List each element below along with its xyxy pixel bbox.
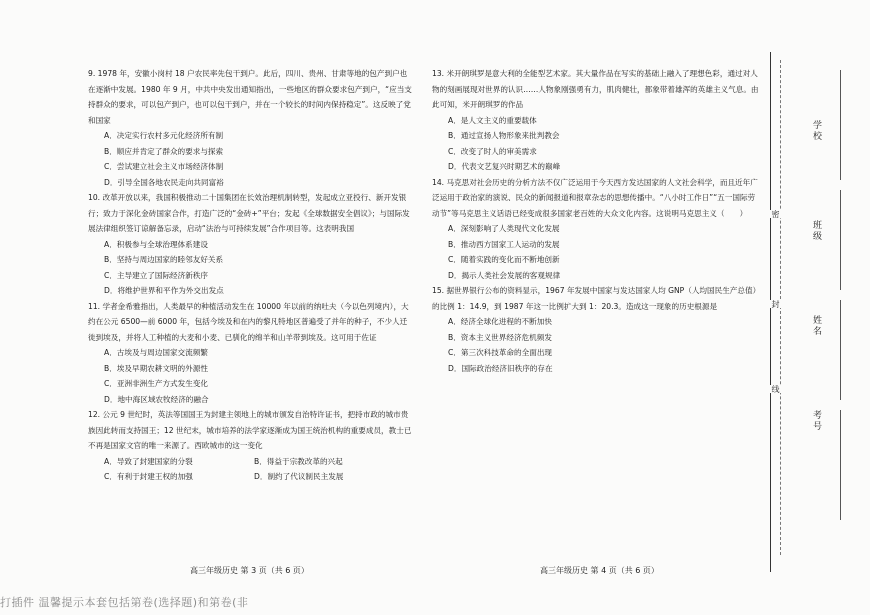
field-school-line[interactable]	[840, 70, 841, 180]
field-id-line[interactable]	[840, 410, 841, 520]
option-d: D．地中海区域农牧经济的融合	[104, 394, 209, 404]
option-d: D．国际政治经济旧秩序的存在	[448, 363, 553, 373]
question-stem: 14. 马克思对社会历史的分析方法不仅广泛运用于今天西方发达国家的人文社会科学，而且近年广泛运用于政治家的演说、民众的新闻报道和报章杂志的思想传播中。“八小时工作日”“五一国际劳动节”等马克思主义话语已经变成很多国家老百姓的大众文化内容。这说明马克思主义（ ）	[432, 177, 758, 218]
field-id-label: 考号	[811, 410, 821, 432]
question-12	[88, 407, 413, 485]
page-footer-right: 高三年级历史 第 4 页（共 6 页）	[540, 566, 659, 575]
option-c: C．亚洲非洲生产方式发生变化	[104, 379, 209, 388]
option-b: B．坚持与周边国家的睦邻友好关系	[104, 255, 224, 264]
seal-char-feng: 封	[771, 300, 780, 308]
option-b: B．顺应并肯定了群众的要求与探索	[104, 146, 224, 156]
field-school-label: 学校	[811, 120, 821, 142]
option-d: D．将维护世界和平作为外交出发点	[104, 286, 224, 295]
seal-char-xian: 线	[771, 385, 780, 393]
option-c: C．改变了时人的审美需求	[448, 146, 537, 156]
option-c: C．随着实践的变化而不断地创新	[448, 255, 560, 264]
question-stem: 15. 据世界银行公布的资料显示，1967 年发展中国家与发达国家人均 GNP（人均国民生产总值）的比例 1：14.9，到 1987 年这一比例扩大到 1：20.3。造成这一现象的历史根源是	[432, 286, 757, 311]
option-c: C．第三次科技革命的全面出现	[448, 348, 553, 357]
option-d: D．引导全国各地农民走向共同富裕	[104, 177, 224, 187]
field-class-label: 班级	[811, 220, 821, 242]
option-row	[88, 469, 413, 485]
question-stem: 12. 公元 9 世纪时，英法等国国王为封建主领地上的城市颁发自治特许证书，把持市政的城市贵族因此转而支持国王；12 世纪末，城市培养的法学家逐渐成为国王统治机构的重要成员，教士已不再是国家文官的唯一来源了。西欧城市的这一变化	[88, 410, 412, 450]
option-a: A．导致了封建国家的分裂	[104, 456, 193, 466]
page-footer-left: 高三年级历史 第 3 页（共 6 页）	[190, 566, 309, 575]
field-name-label: 姓名	[811, 315, 821, 337]
watermark-text: 打插件 温馨提示本套包括第卷(选择题)和第卷(非	[0, 596, 249, 609]
option-c: C．有利于封建王权的加强	[104, 472, 193, 481]
question-13	[432, 66, 760, 175]
option-c: C．尝试建立社会主义市场经济体制	[104, 162, 224, 171]
question-stem: 9. 1978 年，安徽小岗村 18 户农民率先包干到户。此后，四川、贵州、甘肃等地的包产到户也在逐渐中发展。1980 年 9 月，中共中央发出通知指出，一些地区的群众要求包产到户，“应当支持群众的要求，可以包产到户，也可以包干到户，并在一个较长的时间内保持稳定”。这反映了党和国家	[88, 69, 412, 125]
question-9	[88, 66, 413, 190]
option-row	[88, 454, 413, 470]
question-15	[432, 283, 760, 376]
option-b: B．推动西方国家工人运动的发展	[448, 239, 560, 249]
seal-char-mi: 密	[771, 210, 780, 218]
question-stem: 10. 改革开放以来，我国积极推动二十国集团在长效治理机制转型，发起成立亚投行、新开发银行；致力于深化金砖国家合作，打造广泛的“金砖+”平台；发起《全球数据安全倡议》；与国际发展法律组织签订谅解备忘录，启动“法治与可持续发展”合作项目等。这表明我国	[88, 193, 410, 233]
option-a: A．决定实行农村多元化经济所有制	[104, 131, 224, 140]
question-stem: 11. 学者金希雅指出，人类最早的种植活动发生在 10000 年以前的纳吐夫（今以色列境内），大约在公元 6500—前 6000 年，包括今埃及和在内的黎凡特地区普遍受了并年的种子，不少人迁徙到埃及，并将人工种植的大麦和小麦、已驯化的绵羊和山羊带到埃及。这可用于佐证	[88, 301, 409, 342]
question-stem: 13. 米开朗琪罗是意大利的全能型艺术家。其大量作品在写实的基础上融入了理想色彩，通过对人物的刻画展现对世界的认识……人物象刚强勇有力，肌肉健壮，都象带着雄浑的英雄主义气息。由此可知，米开朗琪罗的作品	[432, 69, 759, 109]
question-11	[88, 299, 413, 408]
option-b: B．得益于宗教改革的兴起	[254, 456, 343, 466]
binding-strip	[770, 60, 860, 555]
option-d: D．揭示人类社会发展的客观规律	[448, 270, 561, 280]
option-a: A．积极参与全球治理体系建设	[104, 239, 208, 249]
left-column	[88, 66, 413, 485]
option-a: A．是人文主义的重要载体	[448, 115, 537, 125]
option-c: C．主导建立了国际经济新秩序	[104, 270, 209, 280]
field-name-line[interactable]	[840, 300, 841, 400]
option-d: D．制约了代议制民主发展	[254, 472, 344, 481]
option-a: A．深刻影响了人类现代文化发展	[448, 224, 560, 233]
field-class-line[interactable]	[840, 190, 841, 290]
option-a: A．经济全球化进程的不断加快	[448, 317, 552, 326]
question-10	[88, 190, 413, 299]
option-b: B．通过宣扬人物形象来批判教会	[448, 131, 560, 140]
option-b: B．资本主义世界经济危机频发	[448, 332, 552, 342]
option-b: B．埃及早期农耕文明的外源性	[104, 363, 208, 373]
option-d: D．代表文艺复兴时期艺术的巅峰	[448, 162, 561, 171]
right-column	[432, 66, 760, 376]
option-a: A．古埃及与周边国家交流频繁	[104, 348, 208, 357]
question-14	[432, 175, 760, 284]
